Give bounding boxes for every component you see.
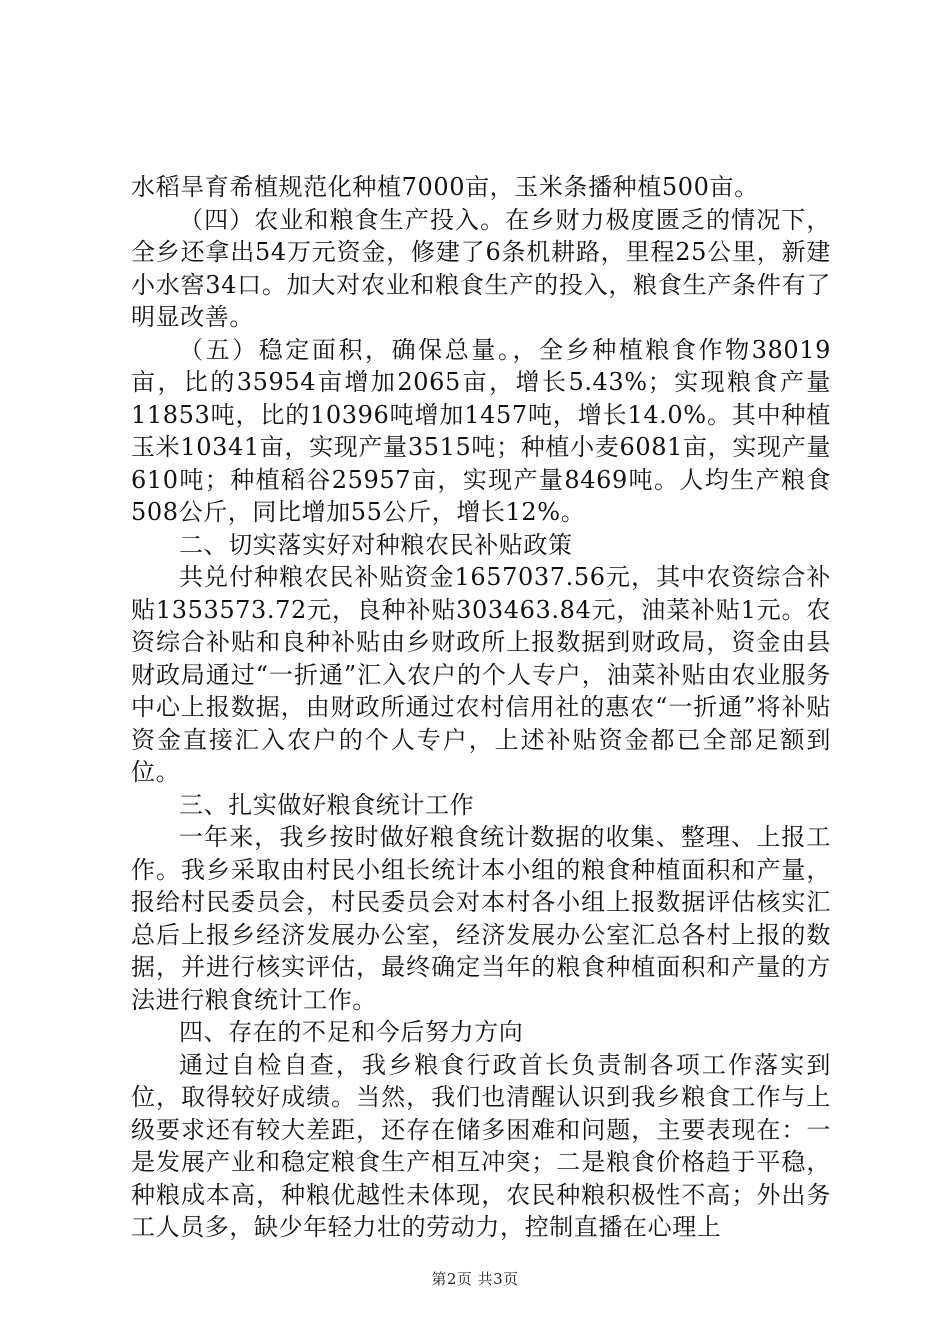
section-heading-statistics: 三、扎实做好粮食统计工作 bbox=[179, 790, 475, 819]
paragraph-stable-area: （五）稳定面积，确保总量。，全乡种植粮食作物38019亩，比的35954亩增加2065亩，增长5.43%；实现粮食产量11853吨，比的10396吨增加1457吨，增长14.0%。其中种植玉米10341亩，实现产量3515吨；种植小麦6081亩，实现产量610吨；种植稻谷25957亩，实现产量8469吨。人均生产粮食508公斤，同比增加55公斤，增长12%。 bbox=[131, 335, 831, 526]
page-number-footer: 第2页 共3页 bbox=[431, 1270, 519, 1288]
paragraph-statistics: 一年来，我乡按时做好粮食统计数据的收集、整理、上报工作。我乡采取由村民小组长统计本小组的粮食种植面积和产量，报给村民委员会，村民委员会对本村各小组上报数据评估核实汇总后上报乡经济发展办公室，经济发展办公室汇总各村上报的数据，并进行核实评估，最终确定当年的粮食种植面积和产量的方法进行粮食统计工作。 bbox=[131, 823, 831, 1014]
paragraph-rice-corn: 水稻旱育希植规范化种植7000亩，玉米条播种植500亩。 bbox=[131, 173, 759, 201]
paragraph-shortcomings: 通过自检自查，我乡粮食行政首长负责制各项工作落实到位，取得较好成绩。当然，我们也清醒认识到我乡粮食工作与上级要求还有较大差距，还存在储多困难和问题，主要表现在：一是发展产业和稳定粮食生产相互冲突；二是粮食价格趋于平稳，种粮成本高，种粮优越性未体现，农民种粮积极性不高；外出务工人员多，缺少年轻力壮的劳动力，控制直播在心理上 bbox=[131, 1050, 831, 1241]
paragraph-investment: （四）农业和粮食生产投入。在乡财力极度匮乏的情况下，全乡还拿出54万元资金，修建了6条机耕路，里程25公里，新建小水窖34口。加大对农业和粮食生产的投入，粮食生产条件有了明显改善。 bbox=[131, 205, 831, 331]
document-body bbox=[131, 171, 831, 1244]
section-heading-shortcomings: 四、存在的不足和今后努力方向 bbox=[179, 1018, 524, 1046]
paragraph-subsidy: 共兑付种粮农民补贴资金1657037.56元，其中农资综合补贴1353573.72元，良种补贴303463.84元，油菜补贴1元。农资综合补贴和良种补贴由乡财政所上报数据到财政局，资金由县财政局通过“一折通”汇入农户的个人专户，油菜补贴由农业服务中心上报数据，由财政所通过农村信用社的惠农“一折通”将补贴资金直接汇入农户的个人专户，上述补贴资金都已全部足额到位。 bbox=[131, 563, 831, 786]
section-heading-subsidy: 二、切实落实好对种粮农民补贴政策 bbox=[179, 530, 573, 559]
